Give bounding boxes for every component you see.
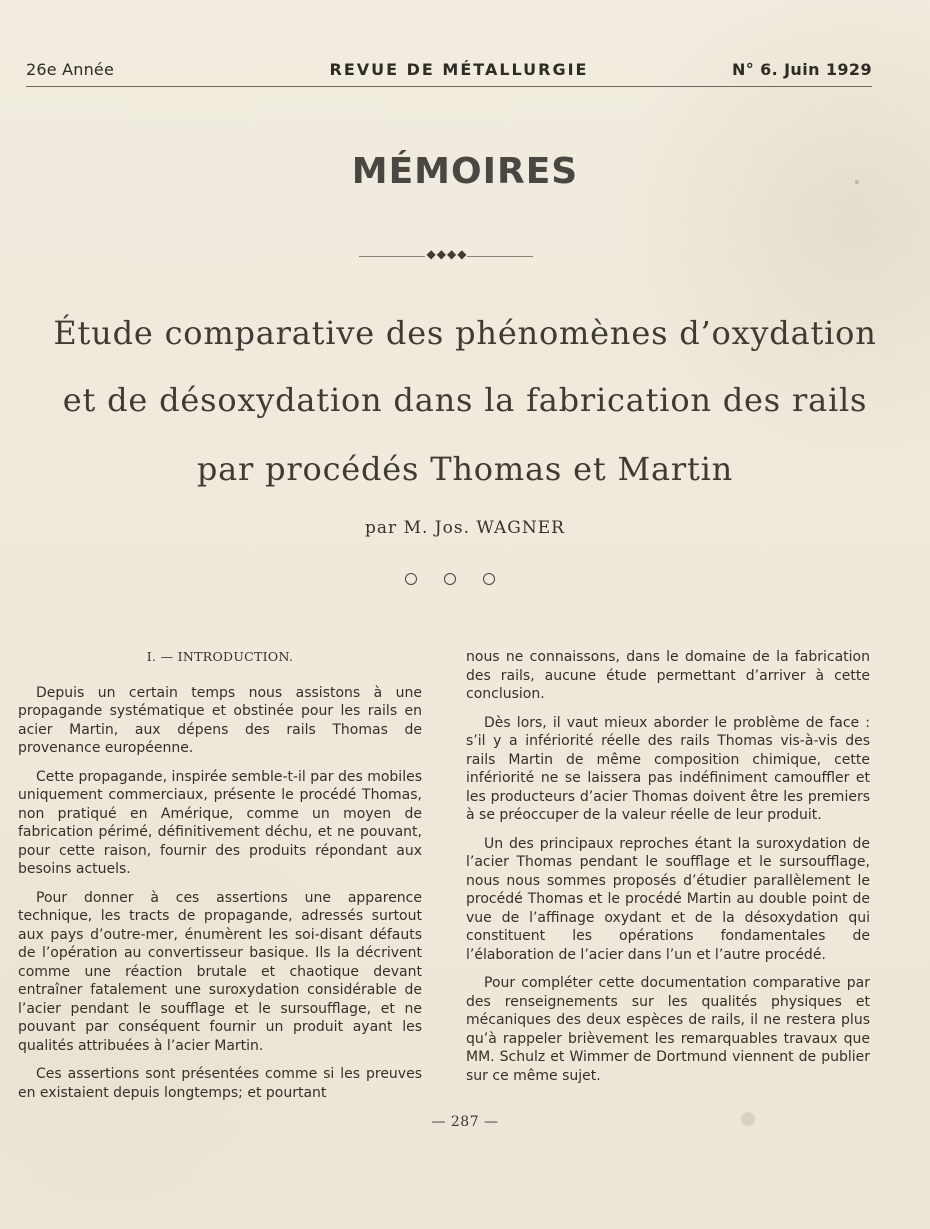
introduction-heading: I. — INTRODUCTION. [146, 649, 294, 664]
article-title-line-1: Étude comparative des phénomènes d’oxydation [53, 314, 877, 352]
circle-icon [483, 573, 495, 585]
right-column [466, 648, 870, 1095]
header-rule [26, 86, 872, 87]
page-number: — 287 — [431, 1114, 499, 1130]
ornament-diamonds: ◆◆◆◆ [426, 247, 468, 261]
journal-title: REVUE DE MÉTALLURGIE [329, 60, 589, 79]
circle-icon [444, 573, 456, 585]
body-paragraph: Depuis un certain temps nous assistons à une propagande systématique et obstinée pour les rails en acier Martin, aux dépens des rails Thomas de provenance européenne. [18, 684, 422, 756]
ornament-line-right [467, 256, 533, 257]
body-paragraph: nous ne connaissons, dans le domaine de la fabrication des rails, aucune étude permettant d’arriver à cette conclusion. [466, 649, 870, 702]
author-byline: par M. Jos. WAGNER [365, 518, 565, 538]
circle-icon [405, 573, 417, 585]
ornament-circles [405, 573, 495, 585]
body-paragraph: Dès lors, il vaut mieux aborder le problème de face : s’il y a infériorité réelle des rails Thomas vis-à-vis des rails Martin de même composition chimique, cette infériorité ne se laissera pas indéfiniment camouffler et les producteurs d’acier Thomas doivent être les premiers à se préoccuper de la valeur réelle de leur produit. [466, 714, 870, 823]
body-paragraph: Un des principaux reproches étant la suroxydation de l’acier Thomas pendant le soufflage et le sursoufflage, nous nous sommes proposés d’étudier parallèlement le procédé Thomas et le procédé Martin au double point de vue de l’affinage oxydant et de la désoxydation qui constituent les opérations fondamentales de l’élaboration de l’acier dans l’un et l’autre procédé. [466, 835, 870, 963]
body-paragraph: Pour donner à ces assertions une apparence technique, les tracts de propagande, adressés surtout aux pays d’outre-mer, énumèrent les soi-disant défauts de l’opération au convertisseur basique. Ils la décrivent comme une réaction brutale et chaotique devant entraîner fatalement une suroxydation considérable de l’acier pendant le soufflage et le sursoufflage, et ne pouvant par conséquent fournir un produit ayant les qualités attribuées à l’acier Martin. [18, 889, 422, 1054]
body-paragraph: Cette propagande, inspirée semble-t-il par des mobiles uniquement commerciaux, présente le procédé Thomas, non pratiqué en Amérique, comme un moyen de fabrication périmé, définitivement déchu, et ne pouvant, pour cette raison, fournir des produits répondant aux besoins actuels. [18, 768, 422, 877]
issue-number: N° 6. Juin 1929 [731, 60, 872, 79]
body-paragraph: Pour compléter cette documentation comparative par des renseignements sur les qualités physiques et mécaniques des deux espèces de rails, il ne restera plus qu’à rappeler brièvement les remarquables travaux que MM. Schulz et Wimmer de Dortmund viennent de publier sur ce même sujet. [466, 975, 870, 1084]
article-title-line-2: et de désoxydation dans la fabrication des rails [62, 381, 868, 419]
article-title-line-3: par procédés Thomas et Martin [196, 450, 734, 488]
section-title: MÉMOIRES [351, 151, 579, 192]
journal-year: 26e Année [26, 60, 115, 79]
left-column [18, 648, 422, 1112]
body-paragraph: Ces assertions sont présentées comme si les preuves en existaient depuis longtemps; et pourtant [18, 1066, 422, 1101]
ornament-line-left [359, 256, 425, 257]
